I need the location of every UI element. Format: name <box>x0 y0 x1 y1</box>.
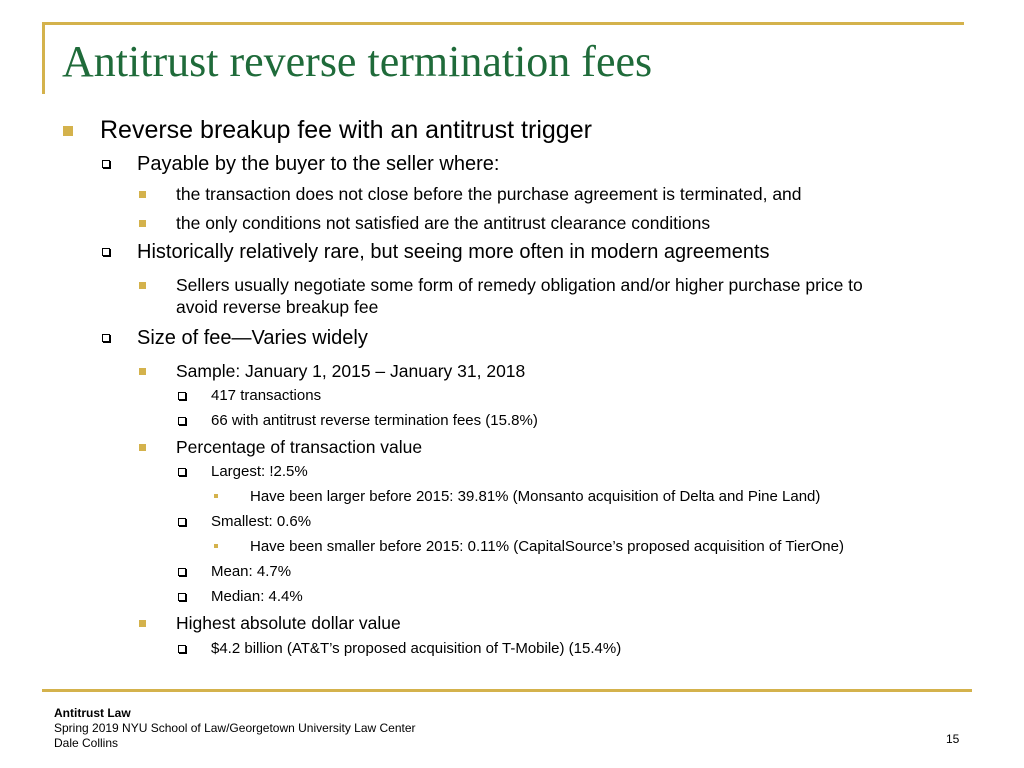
bullet-text: Payable by the buyer to the seller where: <box>137 153 500 175</box>
bullet-text: Largest: !2.5% <box>211 463 308 480</box>
bullet-item <box>137 153 499 176</box>
hollow-square-bullet-icon <box>178 417 186 425</box>
hollow-square-bullet-icon <box>178 568 186 576</box>
square-bullet-icon <box>139 620 146 627</box>
bullet-text: Mean: 4.7% <box>211 563 292 580</box>
hollow-square-bullet-icon <box>102 160 110 168</box>
bullet-text: Size of fee—Varies widely <box>137 327 368 349</box>
square-bullet-icon <box>139 368 146 375</box>
footer-course: Antitrust Law <box>54 706 131 720</box>
bullet-item <box>176 183 802 205</box>
bullet-text: Sample: January 1, 2015 – January 31, 2018 <box>176 361 526 381</box>
footer <box>54 706 416 751</box>
bullet-text: Smallest: 0.6% <box>211 513 312 530</box>
bullet-text: Reverse breakup fee with an antitrust trigger <box>100 116 592 144</box>
page-number: 15 <box>946 732 960 746</box>
hollow-square-bullet-icon <box>102 334 110 342</box>
bullet-text: the transaction does not close before the purchase agreement is terminated, and <box>176 184 802 204</box>
bullet-text: Historically relatively rare, but seeing more often in modern agreements <box>137 241 770 263</box>
bullet-item <box>211 463 308 480</box>
bullet-item <box>176 212 710 234</box>
bullet-text: the only conditions not satisfied are the antitrust clearance conditions <box>176 213 711 233</box>
bullet-item <box>211 513 311 530</box>
bullet-item <box>250 488 820 505</box>
hollow-square-bullet-icon <box>178 593 186 601</box>
square-bullet-icon <box>139 220 146 227</box>
square-bullet-icon <box>139 282 146 289</box>
footer-author: Dale Collins <box>54 736 119 750</box>
left-rule <box>42 22 45 94</box>
bullet-text: 66 with antitrust reverse termination fees (15.8%) <box>211 412 538 429</box>
small-square-bullet-icon <box>214 494 218 498</box>
bullet-text: Highest absolute dollar value <box>176 613 401 633</box>
bullet-item <box>211 387 321 404</box>
hollow-square-bullet-icon <box>178 645 186 653</box>
bullet-item <box>211 588 303 605</box>
bullet-item <box>211 412 538 429</box>
bullet-text-continuation: avoid reverse breakup fee <box>176 297 379 317</box>
footer-rule <box>42 689 972 692</box>
bullet-text: Have been smaller before 2015: 0.11% (CapitalSource’s proposed acquisition of TierOne) <box>250 538 844 555</box>
bullet-item <box>176 274 863 318</box>
footer-term: Spring 2019 NYU School of Law/Georgetown University Law Center <box>54 721 416 735</box>
bullet-item <box>176 612 401 634</box>
square-bullet-icon <box>139 444 146 451</box>
bullet-item <box>250 538 844 555</box>
bullet-item <box>137 327 368 350</box>
hollow-square-bullet-icon <box>178 392 186 400</box>
bullet-item <box>100 116 592 145</box>
bullet-text: Sellers usually negotiate some form of remedy obligation and/or higher purchase price to <box>176 275 863 295</box>
bullet-item <box>176 360 525 382</box>
bullet-text: Percentage of transaction value <box>176 437 423 457</box>
small-square-bullet-icon <box>214 544 218 548</box>
bullet-item <box>176 436 422 458</box>
square-bullet-icon <box>63 126 73 136</box>
square-bullet-icon <box>139 191 146 198</box>
top-rule <box>42 22 964 25</box>
bullet-text: $4.2 billion (AT&T’s proposed acquisition of T-Mobile) (15.4%) <box>211 640 622 657</box>
slide-title: Antitrust reverse termination fees <box>62 37 653 86</box>
bullet-item <box>211 640 621 657</box>
bullet-text: 417 transactions <box>211 387 322 404</box>
bullet-text: Median: 4.4% <box>211 588 303 605</box>
bullet-item <box>137 241 770 264</box>
hollow-square-bullet-icon <box>102 248 110 256</box>
bullet-item <box>211 563 291 580</box>
bullet-text: Have been larger before 2015: 39.81% (Monsanto acquisition of Delta and Pine Land) <box>250 488 821 505</box>
hollow-square-bullet-icon <box>178 518 186 526</box>
hollow-square-bullet-icon <box>178 468 186 476</box>
